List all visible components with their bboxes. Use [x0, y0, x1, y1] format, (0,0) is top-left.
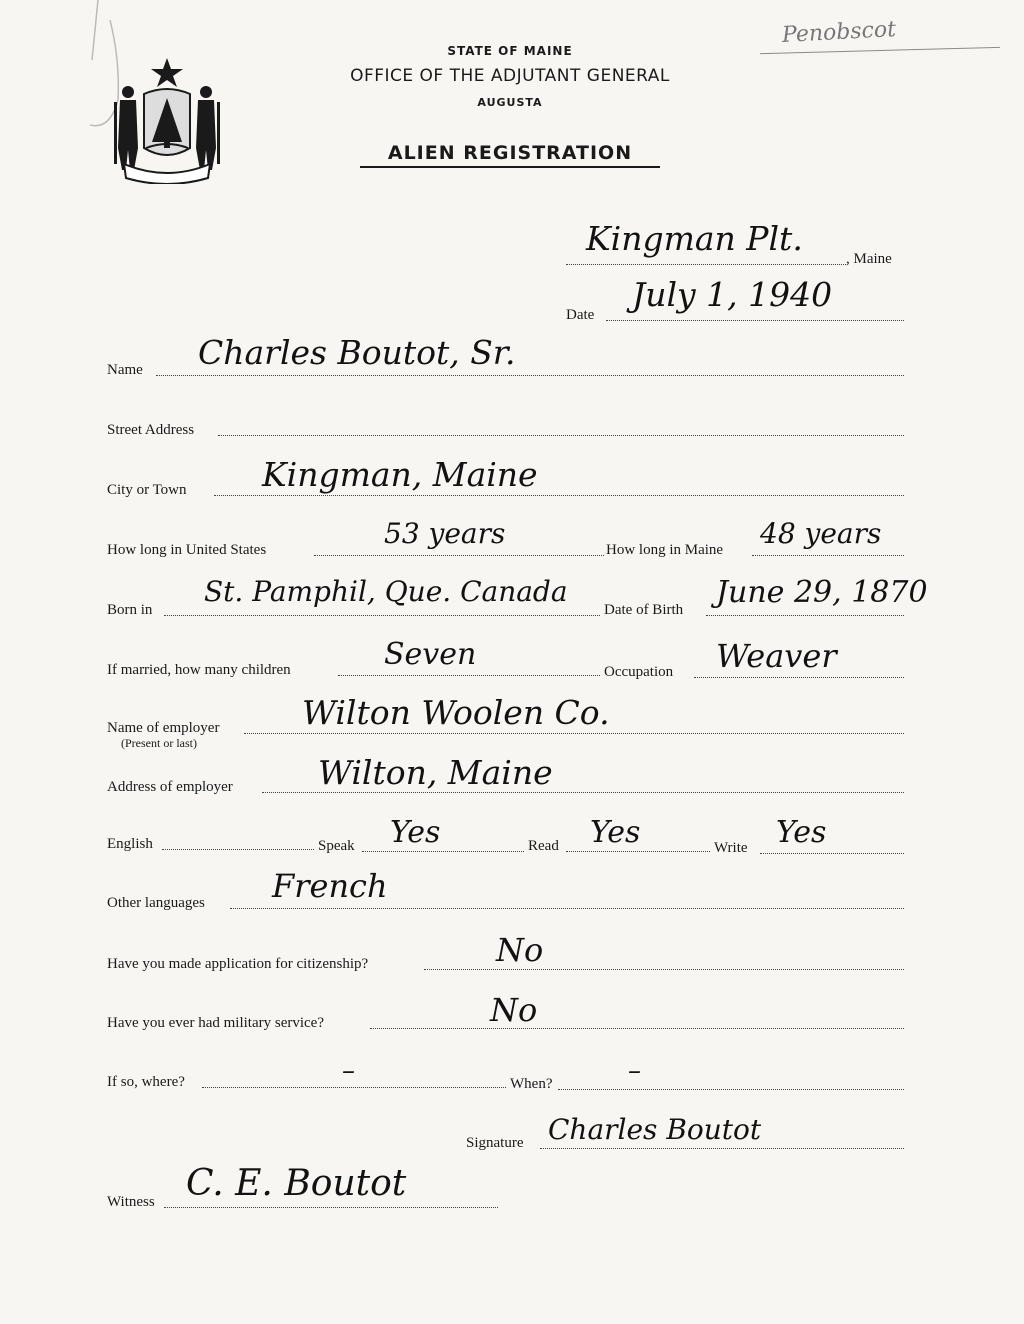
state-seal-icon: [108, 52, 226, 184]
city-label: City or Town: [107, 482, 187, 498]
citizenship-label: Have you made application for citizenship?: [107, 956, 369, 972]
city-value: Kingman, Maine: [262, 455, 538, 494]
date-line: [606, 320, 904, 321]
county-note: Penobscot: [781, 17, 897, 48]
when-line: [558, 1089, 904, 1090]
us-line: [314, 555, 604, 556]
born-value: St. Pamphil, Que. Canada: [204, 575, 568, 608]
where-label: If so, where?: [107, 1074, 185, 1090]
where-line: [202, 1087, 506, 1088]
name-label: Name: [107, 362, 143, 378]
signature-value: Charles Boutot: [548, 1113, 762, 1146]
dob-line: [706, 615, 904, 616]
employer-address-label: Address of employer: [107, 779, 233, 795]
street-label: Street Address: [107, 422, 195, 438]
date-value: July 1, 1940: [632, 275, 833, 314]
employer-address-line: [262, 792, 904, 793]
read-label: Read: [528, 838, 559, 854]
header-office: OFFICE OF THE ADJUTANT GENERAL: [350, 66, 670, 86]
citizenship-value: No: [496, 931, 544, 969]
other-lang-line: [230, 908, 904, 909]
write-line: [760, 853, 904, 854]
witness-line: [164, 1207, 498, 1208]
street-line: [218, 435, 904, 436]
born-label: Born in: [107, 602, 153, 618]
name-value: Charles Boutot, Sr.: [198, 333, 516, 372]
maine-line: [752, 555, 904, 556]
name-line: [156, 375, 904, 376]
maine-value: 48 years: [760, 517, 882, 550]
town-value: Kingman Plt.: [586, 219, 803, 258]
citizenship-line: [424, 969, 904, 970]
town-suffix: , Maine: [846, 251, 892, 267]
where-value: –: [342, 1056, 355, 1086]
maine-label: How long in Maine: [606, 542, 724, 558]
us-value: 53 years: [384, 517, 506, 550]
other-lang-label: Other languages: [107, 895, 205, 911]
military-label: Have you ever had military service?: [107, 1015, 324, 1031]
military-line: [370, 1028, 904, 1029]
town-line: [566, 264, 846, 265]
read-value: Yes: [590, 815, 641, 850]
dob-value: June 29, 1870: [716, 575, 928, 610]
us-label: How long in United States: [107, 542, 267, 558]
employer-address-value: Wilton, Maine: [318, 753, 553, 792]
occupation-line: [694, 677, 904, 678]
english-line: [162, 849, 314, 850]
header-state: STATE OF MAINE: [447, 44, 573, 58]
city-line: [214, 495, 904, 496]
children-value: Seven: [384, 637, 477, 672]
county-underline: [760, 47, 1000, 54]
occupation-value: Weaver: [716, 637, 837, 675]
born-line: [164, 615, 600, 616]
read-line: [566, 851, 710, 852]
write-label: Write: [714, 840, 748, 856]
speak-value: Yes: [390, 815, 441, 850]
employer-sublabel: (Present or last): [121, 736, 197, 750]
date-label: Date: [566, 307, 595, 323]
speak-label: Speak: [318, 838, 355, 854]
english-label: English: [107, 836, 153, 852]
employer-line: [244, 733, 904, 734]
write-value: Yes: [776, 815, 827, 850]
witness-value: C. E. Boutot: [186, 1163, 407, 1204]
when-label: When?: [510, 1076, 553, 1092]
form-title: ALIEN REGISTRATION: [360, 142, 660, 168]
employer-label: Name of employer: [107, 720, 220, 736]
other-lang-value: French: [272, 867, 388, 905]
witness-label: Witness: [107, 1194, 155, 1210]
signature-line: [540, 1148, 904, 1149]
speak-line: [362, 851, 524, 852]
when-value: –: [628, 1056, 641, 1086]
header-city: AUGUSTA: [477, 96, 543, 109]
children-line: [338, 675, 600, 676]
dob-label: Date of Birth: [604, 602, 684, 618]
employer-value: Wilton Woolen Co.: [302, 693, 610, 732]
signature-label: Signature: [466, 1135, 524, 1151]
children-label: If married, how many children: [107, 662, 291, 678]
military-value: No: [490, 991, 538, 1029]
occupation-label: Occupation: [604, 664, 674, 680]
